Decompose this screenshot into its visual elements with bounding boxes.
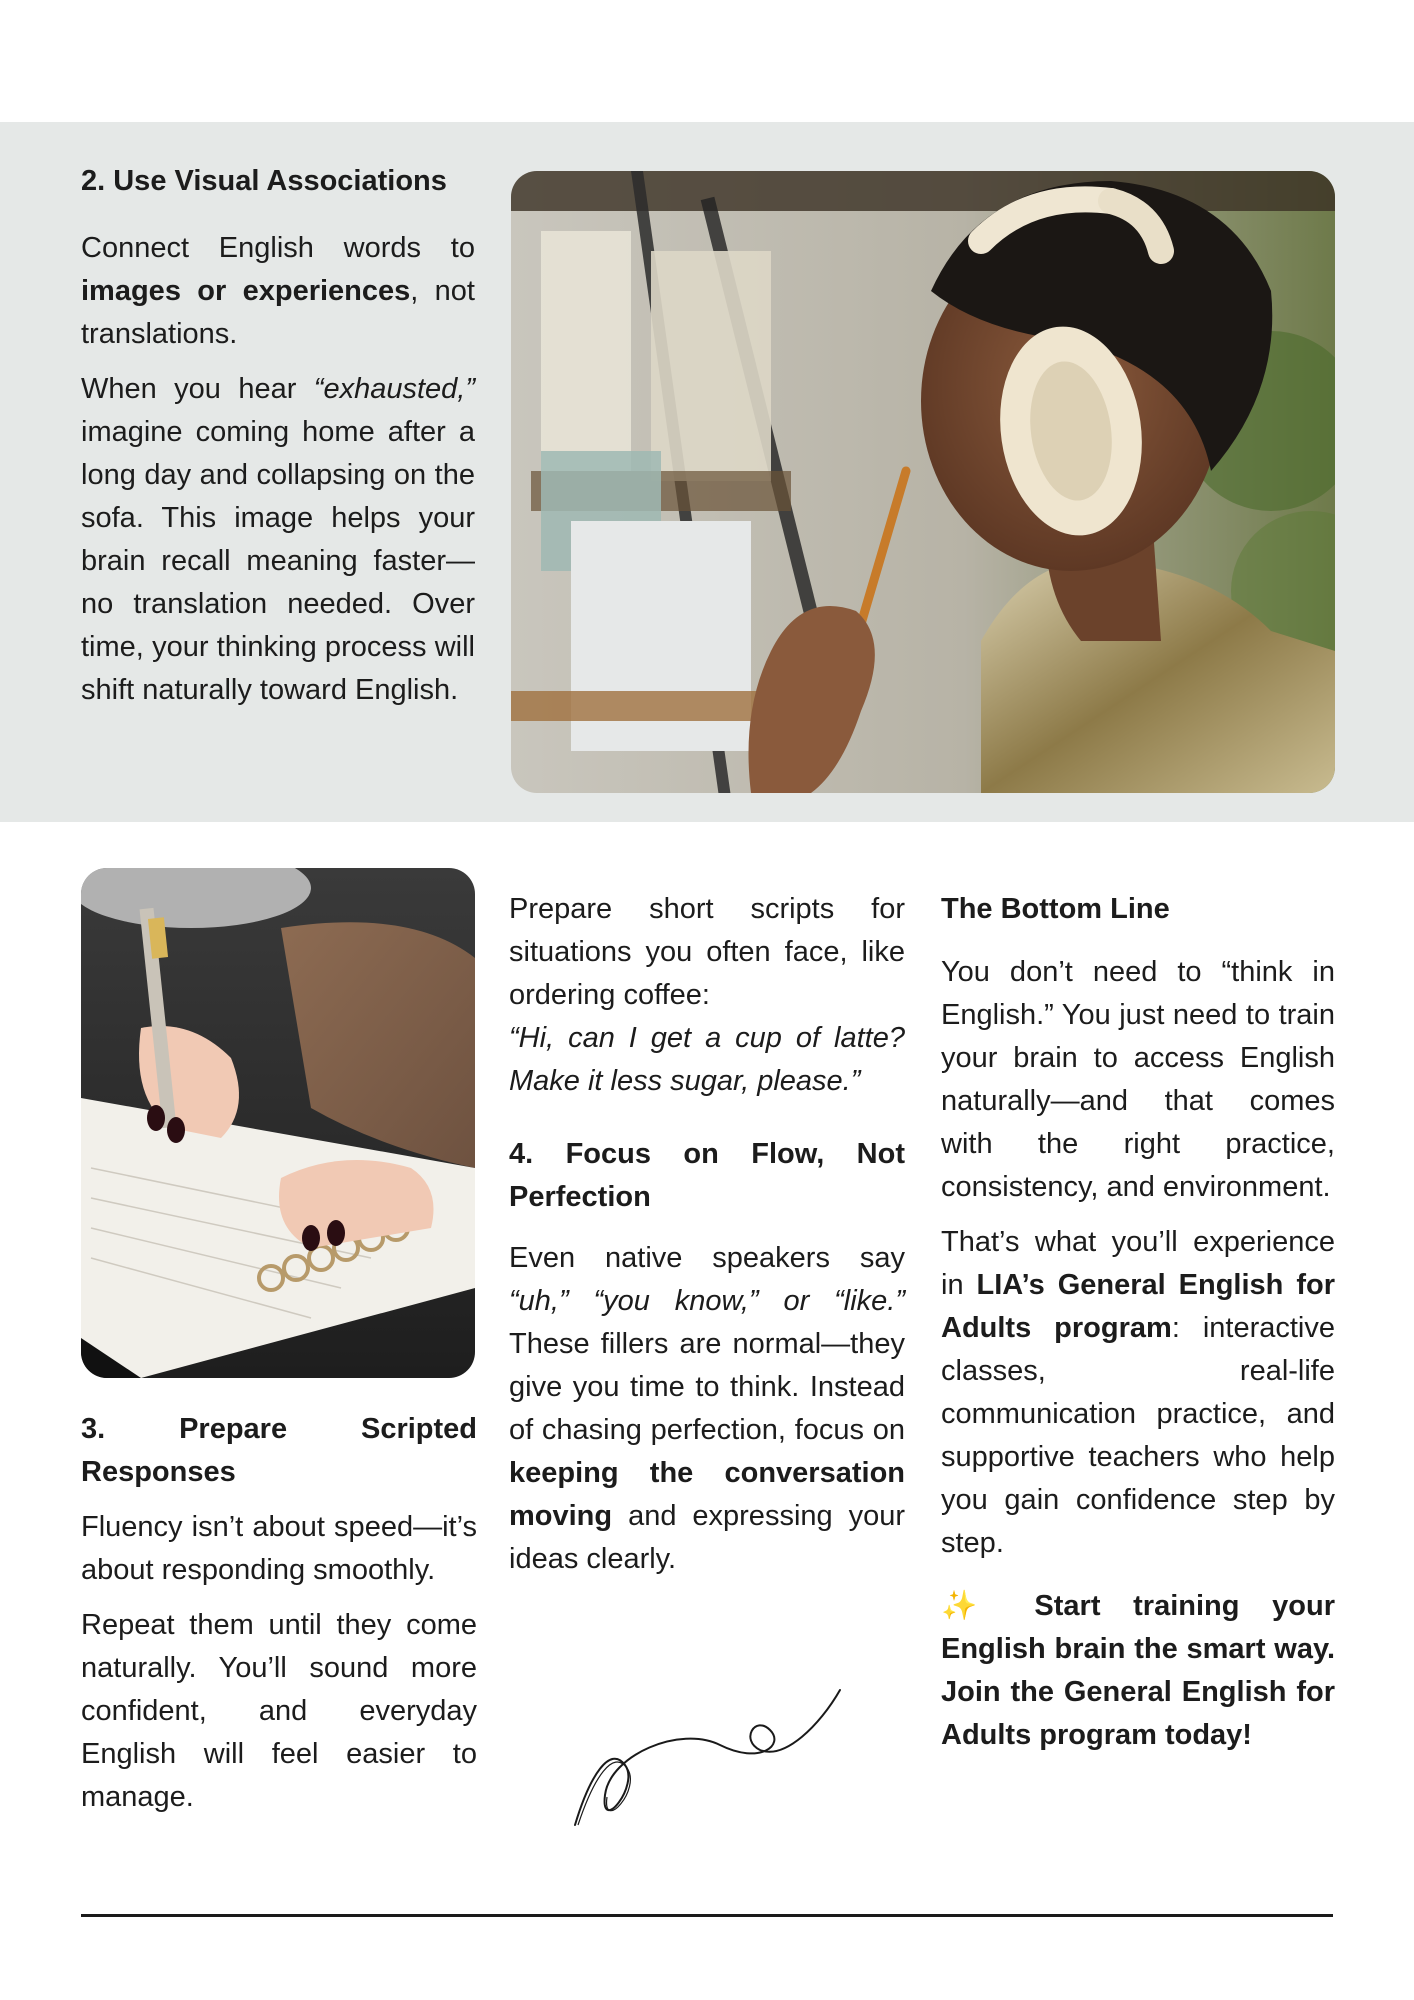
text-run: When you hear: [81, 373, 314, 405]
section-body: [941, 951, 1335, 1757]
italic-text: “uh,” “you know,” or “like.”: [509, 1285, 905, 1317]
section-body: [509, 1237, 905, 1581]
swirl-decoration-icon: [570, 1685, 845, 1830]
headphones-photo-illustration: [511, 171, 1335, 793]
text-run: Start training your English brain the smart way. Join the General English for Adults program today!: [941, 1590, 1335, 1751]
call-to-action: [941, 1585, 1335, 1757]
writing-photo-illustration: [81, 868, 475, 1378]
italic-text: “exhausted,”: [313, 373, 475, 405]
paragraph: You don’t need to “think in English.” You just need to train your brain to access English naturally—and that comes with the right practice, consistency, and environment.: [941, 956, 1335, 1203]
text-run: Connect English words to: [81, 232, 475, 264]
text-run: : interactive classes, real-life communication practice, and supportive teachers who help you gain confidence step by step.: [941, 1312, 1335, 1559]
paragraph: Repeat them until they come naturally. You’ll sound more confident, and everyday English will feel easier to manage.: [81, 1609, 477, 1813]
text-run: and expressing your ideas clearly.: [509, 1500, 905, 1575]
paragraph: [81, 368, 475, 712]
paragraph: [81, 227, 475, 356]
bold-text: images or experiences: [81, 275, 411, 307]
section-heading: 3. Prepare Scripted Responses: [81, 1413, 477, 1488]
text-run: That’s what you’ll experience in: [941, 1226, 1335, 1301]
bold-text: LIA’s General English for Adults program: [941, 1269, 1335, 1344]
section-heading: The Bottom Line: [941, 893, 1170, 925]
section-body: [81, 227, 475, 712]
italic-text: “Hi, can I get a cup of latte? Make it less sugar, please.”: [509, 1022, 905, 1097]
bold-text: keeping the conversation moving: [509, 1457, 905, 1532]
text-run: These fillers are normal—they give you time to think. Instead of chasing perfection, focus on: [509, 1328, 905, 1446]
middle-column: [509, 888, 905, 1593]
footer-divider: [81, 1914, 1333, 1917]
text-run: imagine coming home after a long day and collapsing on the sofa. This image helps your brain recall meaning faster—no translation needed. Over time, your thinking process will shift naturally toward English.: [81, 416, 475, 706]
bottom-line-column: [941, 888, 1335, 1769]
paragraph: [509, 1237, 905, 1581]
section-scripted-responses: [81, 1408, 477, 1831]
section-heading: 2. Use Visual Associations: [81, 165, 447, 197]
paragraph: [941, 1221, 1335, 1565]
photo-hand-writing: [81, 868, 475, 1378]
section-body: [81, 1506, 477, 1819]
paragraph: [509, 888, 905, 1103]
paragraph: Fluency isn’t about speed—it’s about responding smoothly.: [81, 1511, 477, 1586]
section-body: [509, 888, 905, 1103]
section-heading: 4. Focus on Flow, Not Perfection: [509, 1138, 905, 1213]
section-visual-associations: [81, 160, 475, 724]
sparkle-icon: ✨: [941, 1590, 1002, 1622]
text-run: , not translations.: [81, 275, 475, 350]
text-run: Even native speakers say: [509, 1242, 905, 1274]
photo-man-headphones: [511, 171, 1335, 793]
text-run: Prepare short scripts for situations you often face, like ordering coffee:: [509, 893, 905, 1011]
